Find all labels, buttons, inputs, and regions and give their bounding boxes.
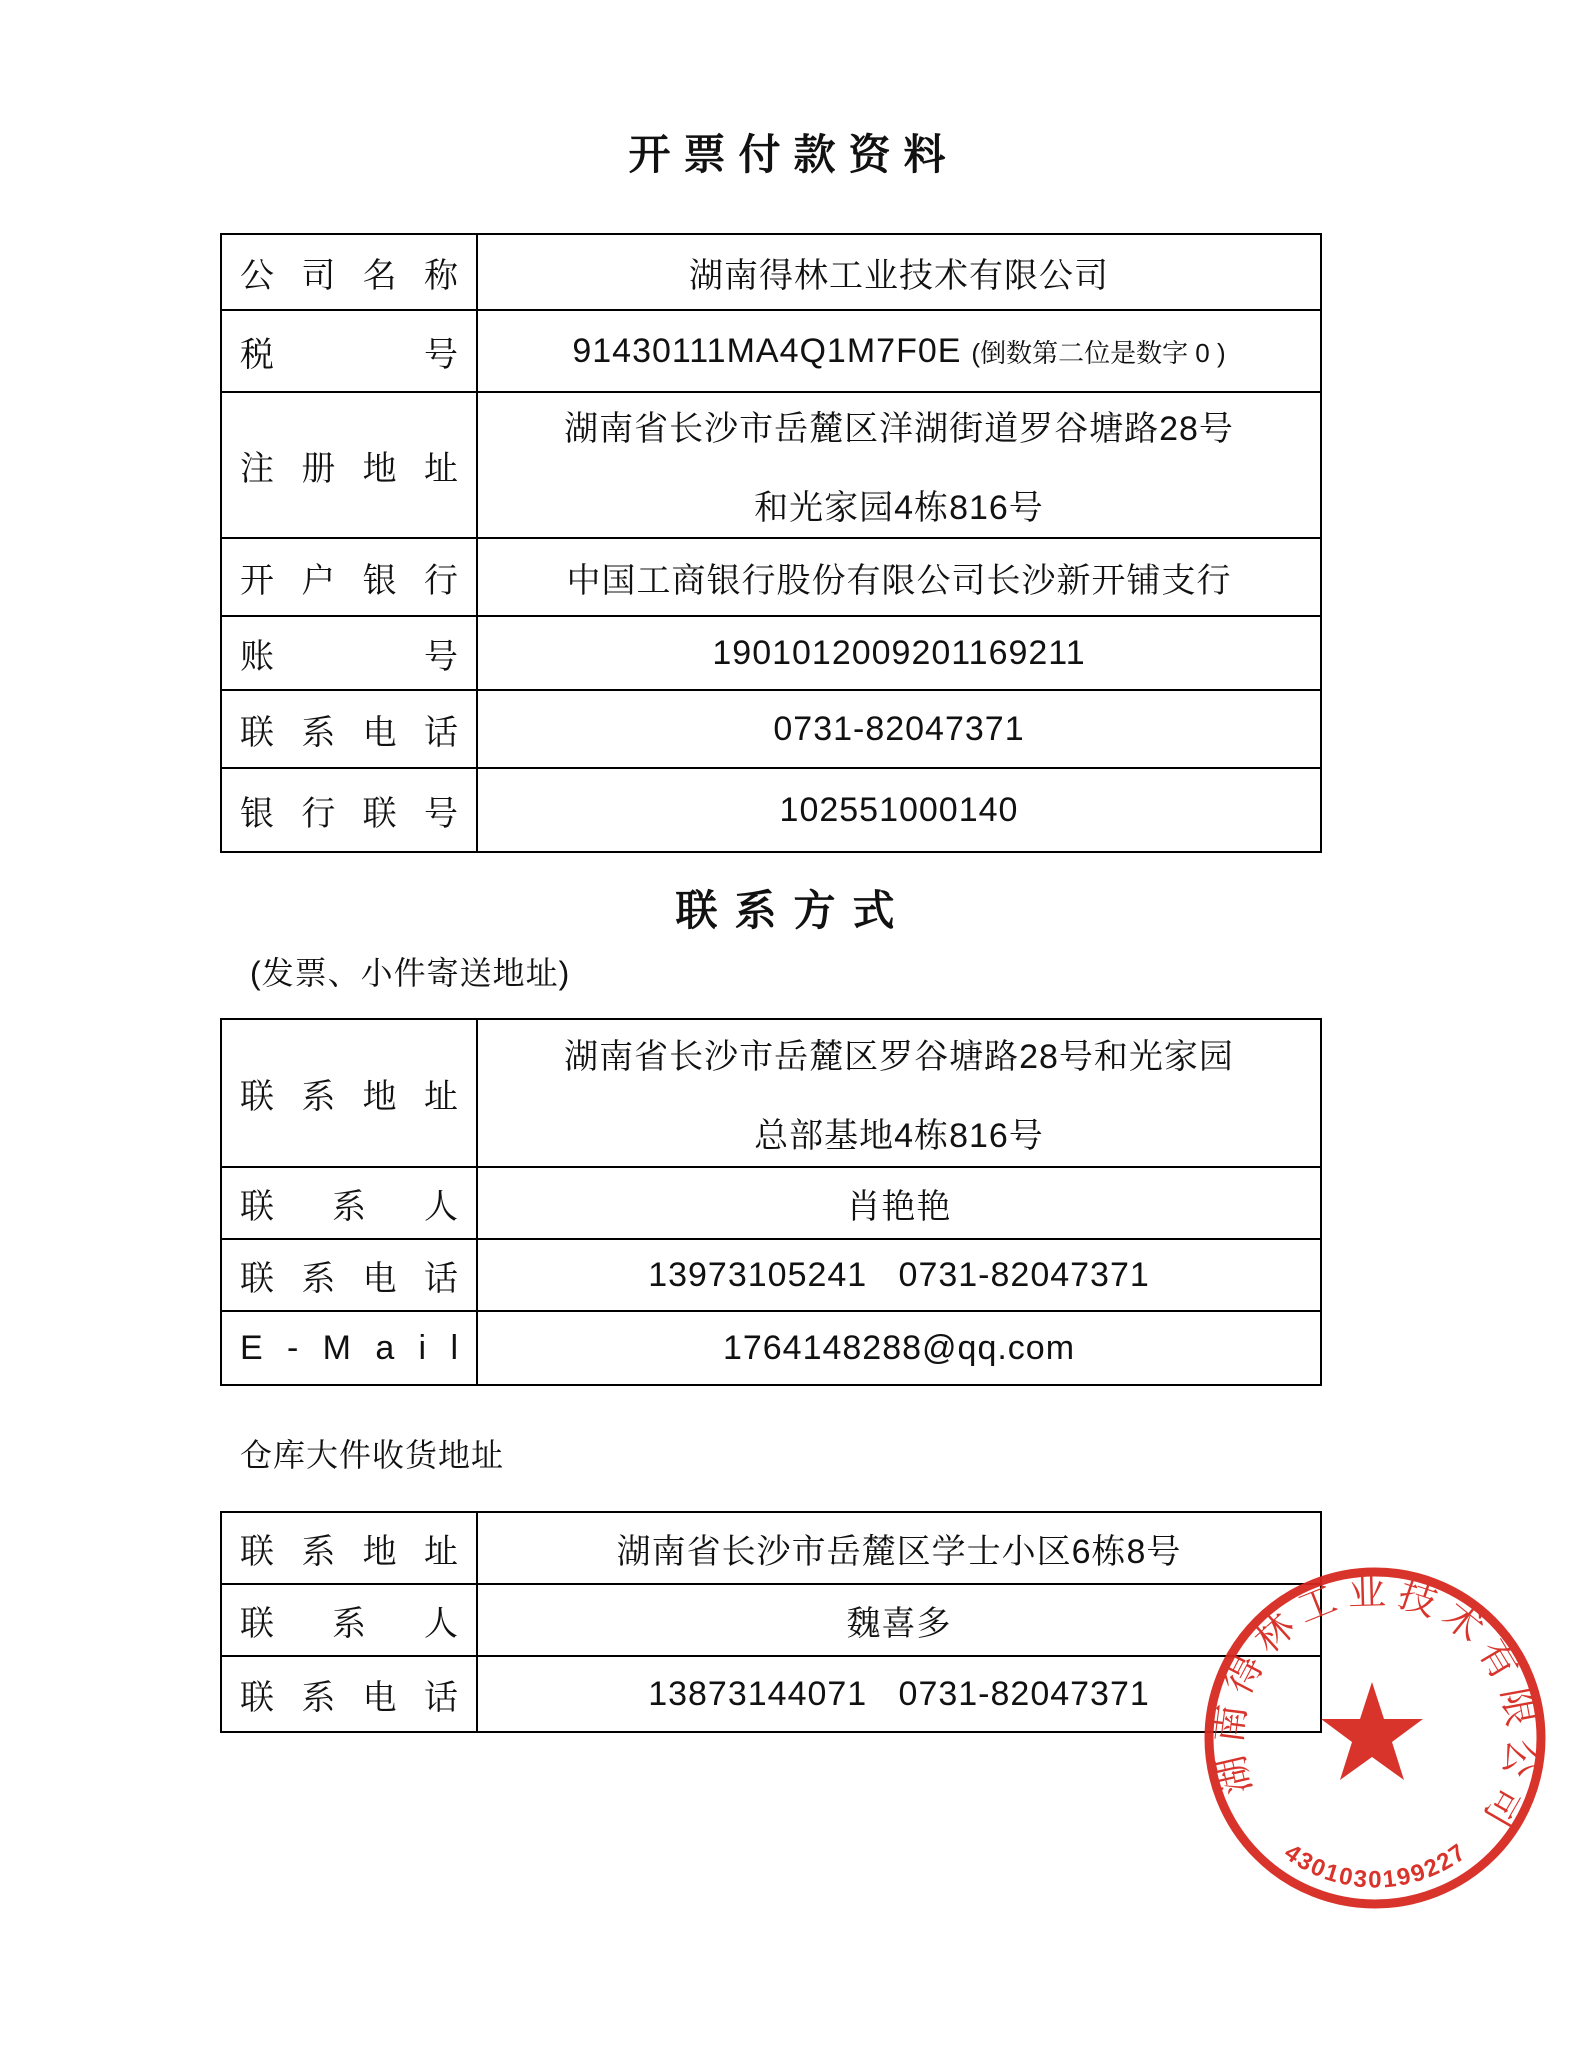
row-value-cell: [478, 769, 1320, 851]
row-label-cell: [222, 769, 478, 851]
row-label: 开 户 银 行: [240, 561, 458, 600]
warehouse-phone-value: 13873144071 0731-82047371: [648, 1674, 1150, 1713]
warehouse-note: 仓库大件收货地址: [240, 1437, 505, 1473]
row-label-cell: [222, 235, 478, 309]
row-value-cell: [478, 311, 1320, 391]
row-label-cell: [222, 393, 478, 537]
row-label: 注 册 地 址: [240, 449, 458, 488]
email-value: 1764148288@qq.com: [722, 1328, 1076, 1367]
row-label: 税 号: [240, 335, 458, 374]
table-row: [222, 1168, 1320, 1240]
warehouse-address-value: 湖南省长沙市岳麓区学士小区6栋8号: [616, 1532, 1182, 1571]
row-label-cell: [222, 1657, 478, 1731]
seal-company-text: 湖南得林工业技术有限公司: [1207, 1571, 1543, 1842]
bank-name-value: 中国工商银行股份有限公司长沙新开铺支行: [566, 561, 1232, 600]
table-row: [222, 1020, 1320, 1168]
table-row: [222, 1240, 1320, 1312]
row-label: 联 系 人: [240, 1604, 458, 1643]
table-row: [222, 235, 1320, 311]
row-label: 联 系 电 话: [240, 1259, 458, 1298]
row-label: E - M a i l: [240, 1328, 458, 1367]
company-seal: [1195, 1558, 1555, 1918]
table-row: [222, 769, 1320, 851]
row-value-cell: [478, 393, 1320, 537]
table-row: [222, 1657, 1320, 1731]
row-label-cell: [222, 1585, 478, 1655]
row-value-cell: [478, 235, 1320, 309]
page-title: 开票付款资料: [628, 131, 959, 178]
row-label-cell: [222, 311, 478, 391]
tax-id-value: 91430111MA4Q1M7F0E: [572, 331, 962, 370]
row-value-cell: [478, 1312, 1320, 1384]
row-label: 联 系 地 址: [240, 1532, 458, 1571]
row-label-cell: [222, 1240, 478, 1310]
registered-address-line2: 和光家园4栋816号: [754, 489, 1044, 527]
row-value-cell: [478, 1513, 1320, 1583]
warehouse-contact-person-value: 魏喜多: [846, 1604, 952, 1643]
table-row: [222, 1312, 1320, 1384]
contact-address-line1: 湖南省长沙市岳麓区罗谷塘路28号和光家园: [564, 1038, 1234, 1076]
row-value-cell: [478, 1240, 1320, 1310]
table-row: [222, 393, 1320, 539]
row-label: 联 系 电 话: [240, 713, 458, 752]
row-label-cell: [222, 1020, 478, 1166]
contact-section-title: 联系方式: [675, 887, 912, 934]
row-label: 联 系 电 话: [240, 1678, 458, 1717]
tax-id-note: (倒数第二位是数字 0 ): [971, 337, 1226, 368]
seal-number-text: 4301030199227: [1279, 1837, 1473, 1894]
row-label-cell: [222, 1513, 478, 1583]
row-label-cell: [222, 539, 478, 615]
seal-star-icon: [1321, 1682, 1423, 1780]
table-row: [222, 311, 1320, 393]
row-value-cell: [478, 1168, 1320, 1238]
table-row: [222, 1513, 1320, 1585]
contact-person-value: 肖艳艳: [846, 1187, 952, 1226]
row-label: 联 系 地 址: [240, 1077, 458, 1116]
row-value-cell: [478, 1657, 1320, 1731]
table-row: [222, 1585, 1320, 1657]
row-label-cell: [222, 1168, 478, 1238]
company-name-value: 湖南得林工业技术有限公司: [689, 256, 1109, 295]
table-row: [222, 691, 1320, 769]
contact-phone-value: 13973105241 0731-82047371: [648, 1255, 1150, 1294]
billing-table: [220, 233, 1322, 853]
billing-phone-value: 0731-82047371: [773, 709, 1025, 748]
row-label-cell: [222, 1312, 478, 1384]
row-value-cell: [478, 1585, 1320, 1655]
account-number-value: 1901012009201169211: [712, 633, 1086, 672]
table-row: [222, 617, 1320, 691]
registered-address-line1: 湖南省长沙市岳麓区洋湖街道罗谷塘路28号: [564, 410, 1234, 448]
warehouse-contact-table: [220, 1511, 1322, 1733]
row-value-cell: [478, 539, 1320, 615]
row-label: 联 系 人: [240, 1187, 458, 1226]
row-value-cell: [478, 617, 1320, 689]
invoice-contact-table: [220, 1018, 1322, 1386]
row-label: 银 行 联 号: [240, 794, 458, 833]
row-label-cell: [222, 617, 478, 689]
table-row: [222, 539, 1320, 617]
row-value-cell: [478, 1020, 1320, 1166]
contact-address-line2: 总部基地4栋816号: [754, 1117, 1044, 1155]
row-label: 账 号: [240, 637, 458, 676]
invoice-mailing-note: (发票、小件寄送地址): [250, 955, 571, 991]
bank-branch-code-value: 102551000140: [779, 790, 1019, 829]
row-value-cell: [478, 691, 1320, 767]
row-label-cell: [222, 691, 478, 767]
row-label: 公 司 名 称: [240, 256, 458, 295]
